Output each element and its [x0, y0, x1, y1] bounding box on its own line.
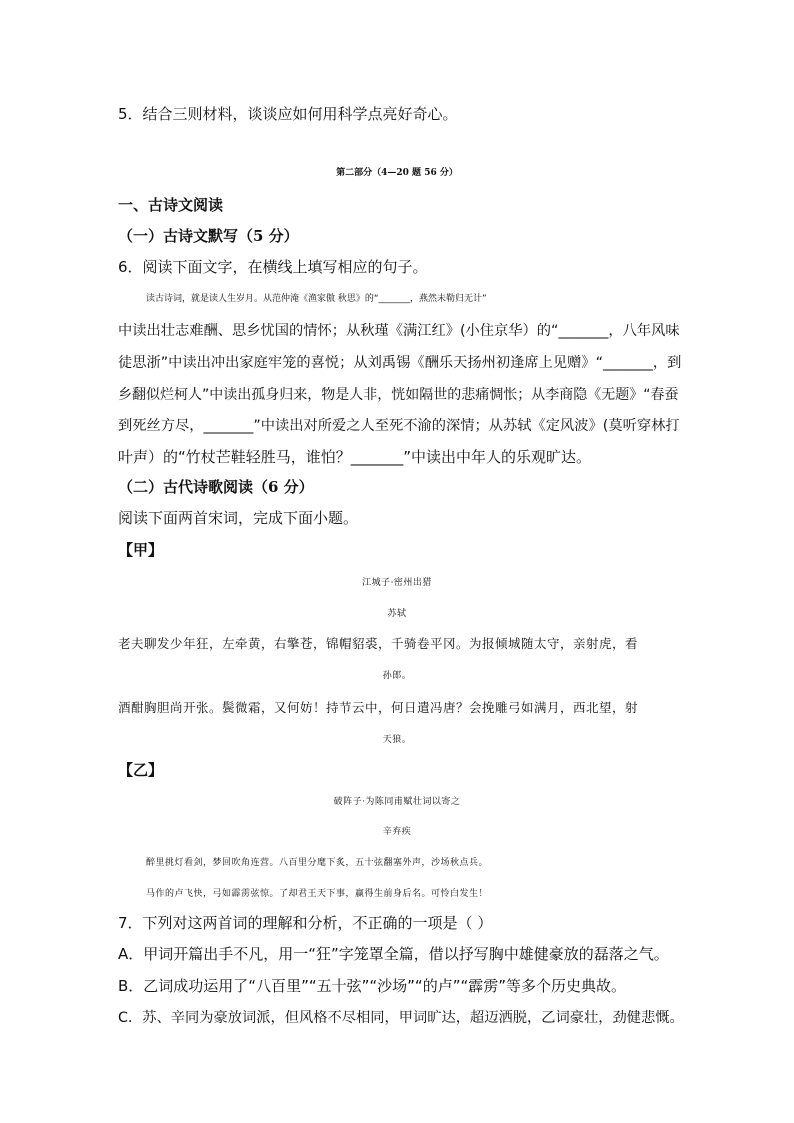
poem-jia-line: 酒酣胸胆尚开张。鬓微霜，又何妨！持节云中，何日遣冯唐？会挽雕弓如满月，西北望，射 [118, 700, 639, 715]
q6-text-line: 徒思浙”中读出冲出家庭牢笼的喜悦；从刘禹锡《酬乐天扬州初逢席上见赠》“_______，到 [118, 355, 682, 371]
poem-yi-line: 醉里挑灯看剑，梦回吹角连营。八百里分麾下炙，五十弦翻塞外声，沙场秋点兵。 [146, 858, 489, 868]
question-7: 7．下列对这两首词的理解和分析，不正确的一项是（ ） [118, 914, 493, 932]
option-c: C．苏、辛同为豪放词派，但风格不尽相同，甲词旷达，超迈洒脱，乙词豪壮，劲健悲慨。 [118, 1010, 684, 1026]
section-heading: 一、古诗文阅读 [118, 196, 224, 214]
poem-yi-label: 【乙】 [118, 761, 164, 779]
reading-instruction: 阅读下面两首宋词，完成下面小题。 [118, 509, 359, 527]
question-6: 6．阅读下面文字，在横线上填写相应的句子。 [118, 258, 428, 276]
poem-jia-line: 老夫聊发少年狂，左牵黄，右擎苍，锦帽貂裘，千骑卷平冈。为报倾城随太守，亲射虎，看 [118, 636, 639, 651]
poem-jia-title: 江城子·密州出猎 [362, 578, 432, 588]
q6-text-line: 到死丝方尽，_______”中读出对所爱之人至死不渝的深情；从苏轼《定风波》(莫听穿林打 [118, 418, 680, 434]
question-5: 5．结合三则材料，谈谈应如何用科学点亮好奇心。 [118, 105, 458, 123]
q6-text-line: 中读出壮志难酬、思乡忧国的情怀；从秋瑾《满江红》(小住京华）的“_______，八年风味 [118, 323, 680, 339]
poem-jia-line: 天狼。 [382, 735, 412, 745]
q6-text-line: 读古诗词，就是读人生岁月。从范仲淹《渔家傲 秋思》的“_______，燕然未勒归无计” [146, 294, 487, 304]
option-a: A．甲词开篇出手不凡，用一“狂”字笼罩全篇，借以抒写胸中雄健豪放的磊落之气。 [118, 945, 669, 963]
part-title: 第二部分（4—20 题 56 分） [336, 168, 458, 178]
option-b: B．乙词成功运用了“八百里”“五十弦”“沙场”“的卢”“霹雳”等多个历史典故。 [118, 977, 627, 995]
poem-yi-author: 辛弃疾 [382, 827, 412, 837]
poem-jia-label: 【甲】 [118, 541, 164, 559]
subsection-heading-2: （二）古代诗歌阅读（6 分） [118, 478, 314, 496]
poem-yi-title: 破阵子·为陈同甫赋壮词以寄之 [333, 797, 461, 807]
poem-jia-line: 孙郎。 [382, 671, 412, 681]
poem-yi-line: 马作的卢飞快，弓如霹雳弦惊。了却君王天下事，赢得生前身后名。可怜白发生！ [146, 889, 489, 899]
poem-jia-author: 苏轼 [387, 609, 407, 619]
q6-text-line: 乡翻似烂柯人”中读出孤身归来，物是人非，恍如隔世的悲痛惆怅；从李商隐《无题》“春蚕 [118, 387, 679, 403]
subsection-heading-1: （一）古诗文默写（5 分） [118, 227, 299, 245]
q6-text-line: 叶声）的“竹杖芒鞋轻胜马，谁怕？_______”中读出中年人的乐观旷达。 [118, 448, 592, 466]
